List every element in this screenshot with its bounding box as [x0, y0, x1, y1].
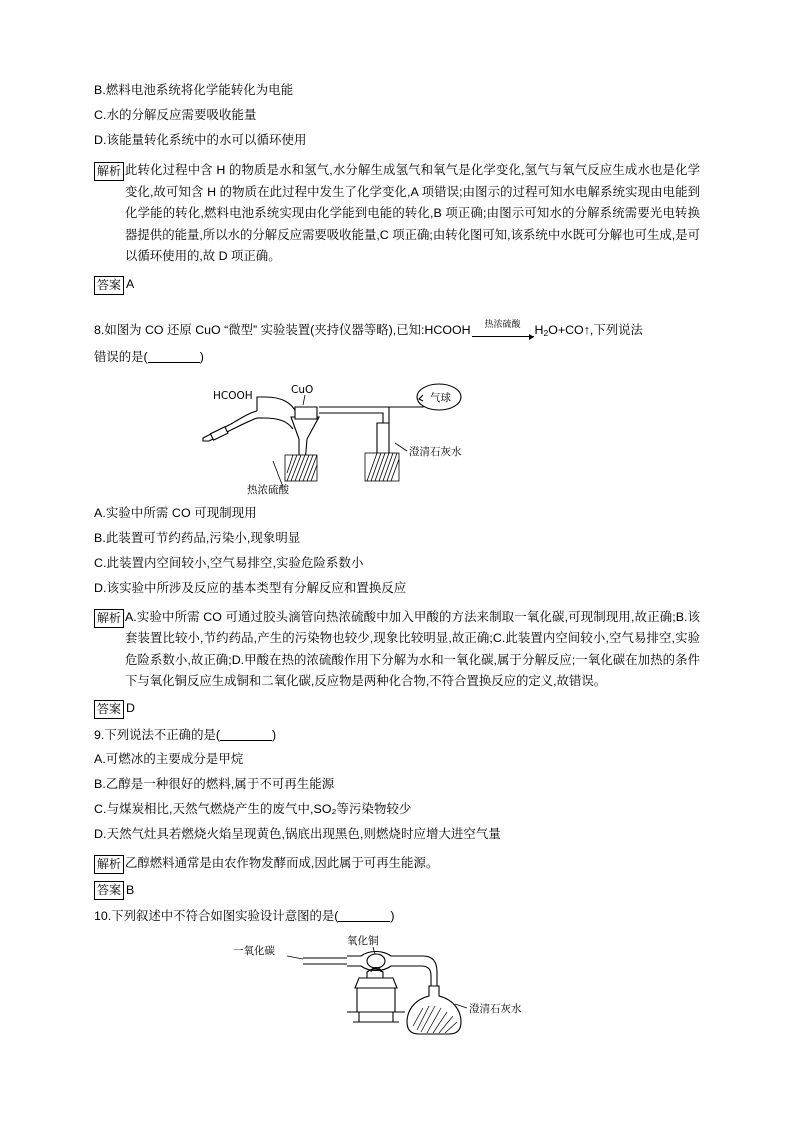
q9-option-c: C.与煤炭相比,天然气燃烧产生的废气中,SO₂等污染物较少: [94, 801, 412, 816]
answer-label: 答案: [94, 881, 124, 900]
analysis-text: 乙醇燃料通常是由农作物发酵而成,因此属于可再生能源。: [125, 855, 439, 870]
analysis-label: 解析: [94, 609, 124, 628]
q7-option-b: B.燃料电池系统将化学能转化为电能: [94, 83, 294, 97]
label-limewater: 澄清石灰水: [409, 445, 462, 458]
q9-stem-part1: 9.下列说法不正确的是(: [94, 727, 220, 742]
q8-answer: [94, 698, 700, 719]
q8-option-d: D.该实验中所涉及反应的基本类型有分解反应和置换反应: [94, 580, 407, 595]
q8-stem-part2: $H_2O+CO↑$,下列说法: [534, 322, 643, 338]
q8-analysis: [94, 607, 700, 693]
co-reduces-cuo-apparatus-diagram: [187, 377, 607, 495]
q7-analysis: [94, 160, 700, 268]
label-co: 一氧化碳: [233, 945, 275, 957]
label-hot-acid: 热浓硫酸: [247, 483, 289, 495]
q10-answer-blank[interactable]: [338, 921, 390, 922]
q8-stem-part3: 错误的是(: [94, 349, 148, 364]
label-cuo: CuO: [291, 383, 314, 396]
q8-stem-part4: ): [199, 349, 204, 364]
q9-option-b: B.乙醇是一种很好的燃料,属于不可再生能源: [94, 776, 335, 791]
answer-value: A: [126, 277, 135, 291]
label-balloon: 气球: [430, 391, 451, 404]
label-cuo-2: 氧化铜: [347, 935, 379, 947]
answer-label: 答案: [94, 700, 124, 719]
q9-analysis: [94, 853, 700, 875]
answer-value: B: [126, 882, 135, 897]
reaction-condition: [472, 319, 534, 341]
q9-answer: [94, 879, 700, 900]
q10-stem-part1: 10.下列叙述中不符合如图实验设计意图的是(: [94, 909, 339, 923]
q9-option-d: D.天然气灶具若燃烧火焰呈现黄色,锅底出现黑色,则燃烧时应增大进空气量: [94, 826, 501, 841]
q7-option-d: D.该能量转化系统中的水可以循环使用: [94, 133, 307, 147]
q8-stem-part1: 8.如图为 CO 还原 CuO “微型” 实验装置(夹持仪器等略),已知:HCOOH: [94, 322, 471, 337]
q8-option-b: B.此装置可节约药品,污染小,现象明显: [94, 530, 301, 545]
q7-answer: [94, 274, 700, 295]
analysis-label: 解析: [94, 162, 124, 181]
q9-answer-blank[interactable]: [220, 740, 272, 741]
q8-option-c: C.此装置内空间较小,空气易排空,实验危险系数小: [94, 555, 364, 570]
q10-figure: [94, 934, 700, 1046]
co-cuo-limewater-apparatus-diagram: [207, 934, 587, 1046]
answer-value: D: [126, 701, 135, 715]
analysis-text: A.实验中所需 CO 可通过胶头滴管向热浓硫酸中加入甲酸的方法来制取一氧化碳,可现制现用,故正确;B.该套装置比较小,节约药品,产生的污染物也较少,现象比较明显,故正确;C.此装置内空间较小,空气易排空,实验危险系数小,故正确;D.甲酸在热的浓硫酸作用下分解为水和一氧化碳,属于分解反应;一氧化碳在加热的条件下与氧化铜反应生成铜和二氧化碳,反应物是两种化合物,不符合置换反应的定义,故错误。: [125, 609, 700, 688]
q8-option-a: A.实验中所需 CO 可现制现用: [94, 505, 257, 520]
q10-stem: [94, 904, 700, 928]
q8-figure: [94, 377, 700, 495]
q7-option-c: C.水的分解反应需要吸收能量: [94, 108, 257, 122]
answer-label: 答案: [94, 276, 124, 295]
q9-stem-part2: ): [271, 727, 277, 742]
analysis-label: 解析: [94, 855, 124, 874]
label-hcooh: HCOOH: [213, 389, 253, 402]
q8-answer-blank[interactable]: [148, 362, 200, 363]
q8-stem: [94, 318, 700, 345]
label-limewater-2: 澄清石灰水: [469, 1003, 522, 1015]
reaction-condition-label: 热浓硫酸: [484, 319, 521, 330]
q9-stem: [94, 723, 700, 747]
q10-stem-part2: ): [390, 909, 395, 923]
reaction-arrow-icon: [472, 329, 534, 341]
analysis-text: 此转化过程中含 H 的物质是水和氢气,水分解生成氢气和氧气是化学变化,氢气与氧气反应生成水也是化学变化,故可知含 H 的物质在此过程中发生了化学变化,A 项错误;由图示的过程可知水电解系统实现由电能到化学能的转化,燃料电池系统实现由化学能到电能的转化,B 项正确;由图示可知水的分解系统需要光电转换器提供的能量,所以水的分解反应需要吸收能量,C 项正确;由转化图可知,该系统中水既可分解也可生成,是可以循环使用的,故 D 项正确。: [125, 163, 700, 263]
q8-stem-line2: [94, 345, 700, 369]
q9-option-a: A.可燃冰的主要成分是甲烷: [94, 751, 244, 766]
